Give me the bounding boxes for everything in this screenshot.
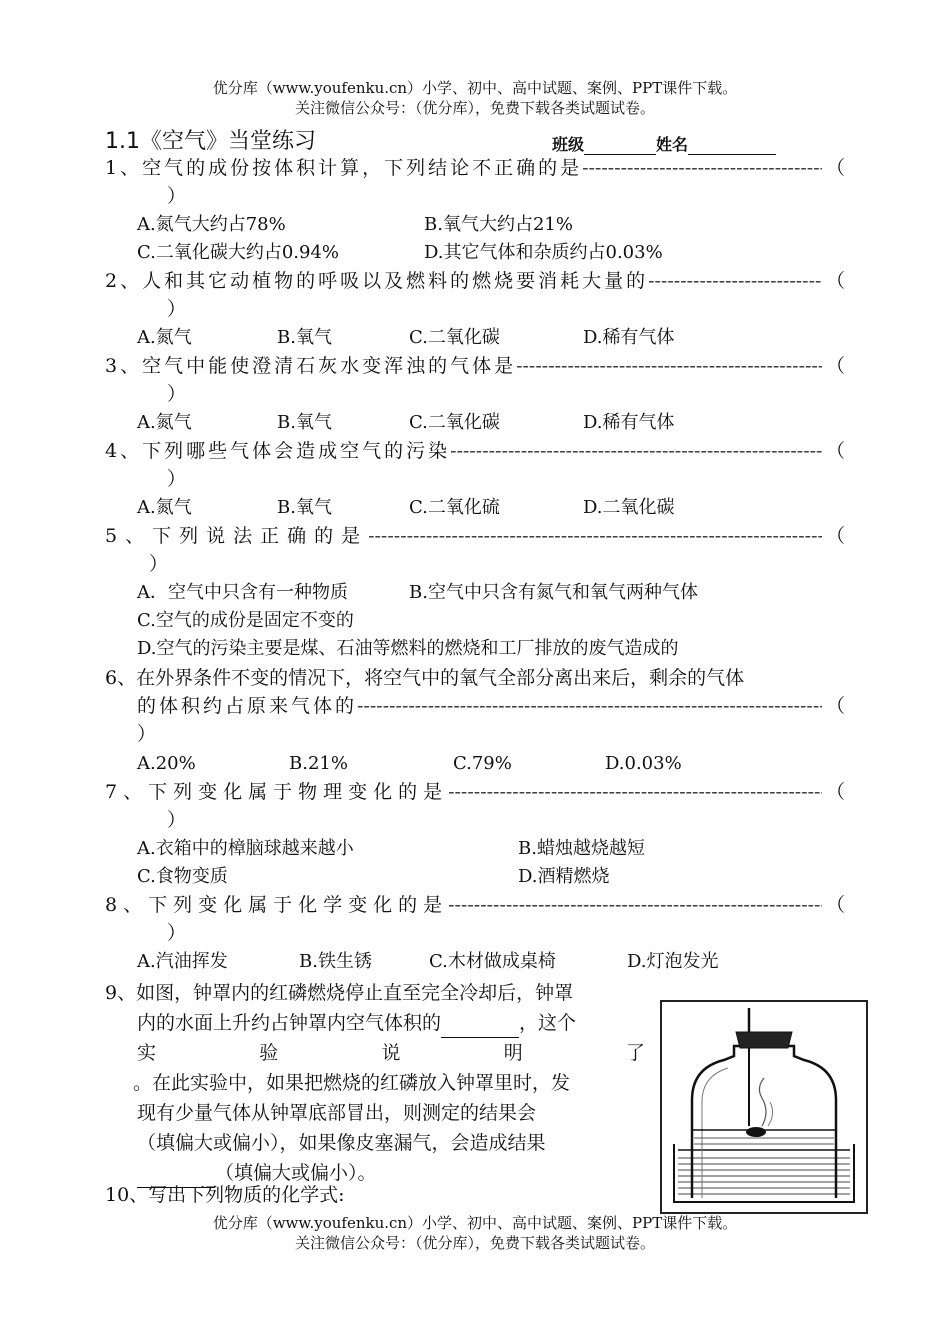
page-title: 1.1《空气》当堂练习 <box>105 129 316 154</box>
answer-paren-close: ） <box>167 298 187 320</box>
q9-line-6: （填偏大或偏小），如果像皮塞漏气，会造成结果 <box>137 1132 546 1154</box>
option[interactable]: C.木材做成桌椅 <box>429 951 556 972</box>
option[interactable]: A.氮气 <box>137 497 192 518</box>
option[interactable]: D.0.03% <box>605 753 682 774</box>
option[interactable]: C.食物变质 <box>137 866 228 887</box>
bell-jar-illustration <box>662 1002 866 1212</box>
option[interactable]: C.空气的成份是固定不变的 <box>137 610 354 631</box>
answer-paren-close: ） <box>167 922 187 944</box>
option[interactable]: C.二氧化碳 <box>409 412 500 433</box>
question-stem: 3、空气中能使澄清石灰水变浑浊的气体是 <box>105 355 517 377</box>
option[interactable]: B.氧气大约占21% <box>424 214 573 235</box>
footer-line-1: 优分库（www.youfenku.cn）小学、初中、高中试题、案例、PPT课件下载。 <box>212 1214 738 1232</box>
q9-line-7: （填偏大或偏小）。 <box>105 1158 645 1188</box>
header-line-2: 关注微信公众号：（优分库），免费下载各类试题试卷。 <box>294 99 655 117</box>
option[interactable]: D.稀有气体 <box>583 327 675 348</box>
name-blank[interactable] <box>688 136 776 155</box>
question-stem: 6、在外界条件不变的情况下，将空气中的氧气全部分离出来后，剩余的气体 <box>105 667 745 689</box>
class-label: 班级 <box>552 135 585 154</box>
q9-line-5: 现有少量气体从钟罩底部冒出，则测定的结果会 <box>137 1102 537 1124</box>
answer-paren-close: ） <box>167 185 187 207</box>
question-stem: 7、下列变化属于物理变化的是 <box>105 781 449 803</box>
option[interactable]: A.氮气 <box>137 327 192 348</box>
question-2: 2、人和其它动植物的呼吸以及燃料的燃烧要消耗大量的 ----- （ ） <box>105 267 845 323</box>
answer-paren-close: ） <box>167 809 187 831</box>
question-5: 5、下列说法正确的是 ----- （ ） <box>105 522 845 578</box>
answer-paren-close: ） <box>167 383 187 405</box>
question-10: 10、写出下列物质的化学式: <box>105 1184 345 1206</box>
option[interactable]: A.氮气 <box>137 412 192 433</box>
option[interactable]: A.氮气大约占78% <box>137 214 286 235</box>
question-stem: 8、下列变化属于化学变化的是 <box>105 894 449 916</box>
question-6: 6、在外界条件不变的情况下，将空气中的氧气全部分离出来后，剩余的气体 的体积约占原来气体的 ----- （ ） <box>105 664 845 748</box>
bell-jar-figure <box>660 1000 868 1214</box>
question-stem-2: 的体积约占原来气体的 <box>137 695 358 717</box>
question-stem: 4、下列哪些气体会造成空气的污染 <box>105 440 451 462</box>
option[interactable]: B.氧气 <box>277 412 332 433</box>
q9-line-1: 9、如图，钟罩内的红磷燃烧停止直至完全冷却后，钟罩 <box>105 982 574 1004</box>
q9-line-2: 内的水面上升约占钟罩内空气体积的 ，这个 <box>105 1008 645 1038</box>
q9-line-3: 实 验 说 明 了 <box>137 1042 645 1064</box>
footer-line-2: 关注微信公众号：（优分库），免费下载各类试题试卷。 <box>294 1234 655 1252</box>
option[interactable]: D.空气的污染主要是煤、石油等燃料的燃烧和工厂排放的废气造成的 <box>137 638 679 659</box>
option[interactable]: C.二氧化碳大约占0.94% <box>137 242 340 263</box>
question-7: 7、下列变化属于物理变化的是 ----- （ ） <box>105 778 845 834</box>
class-blank[interactable] <box>584 136 656 155</box>
question-stem: 1、空气的成份按体积计算，下列结论不正确的是 <box>105 157 583 179</box>
name-label: 姓名 <box>656 135 689 154</box>
option[interactable]: C.二氧化碳 <box>409 327 500 348</box>
option[interactable]: A.20% <box>137 753 196 774</box>
option[interactable]: D.其它气体和杂质约占0.03% <box>424 242 663 263</box>
question-stem: 2、人和其它动植物的呼吸以及燃料的燃烧要消耗大量的 <box>105 270 649 292</box>
option[interactable]: D.稀有气体 <box>583 412 675 433</box>
answer-paren-close: ） <box>137 723 157 745</box>
class-name-fields <box>552 132 776 155</box>
option[interactable]: B.氧气 <box>277 327 332 348</box>
option[interactable]: A．空气中只含有一种物质 <box>137 582 348 603</box>
option[interactable]: B.氧气 <box>277 497 332 518</box>
option[interactable]: C.二氧化硫 <box>409 497 500 518</box>
question-9 <box>105 978 645 1188</box>
q9-line-4: 。在此实验中，如果把燃烧的红磷放入钟罩里时，发 <box>133 1072 571 1094</box>
option[interactable]: B.蜡烛越烧越短 <box>518 838 645 859</box>
question-8: 8、下列变化属于化学变化的是 ----- （ ） <box>105 891 845 947</box>
option[interactable]: A.衣箱中的樟脑球越来越小 <box>137 838 354 859</box>
option[interactable]: B.空气中只含有氮气和氧气两种气体 <box>409 582 698 603</box>
question-3: 3、空气中能使澄清石灰水变浑浊的气体是 ----- （ ） <box>105 352 845 408</box>
option[interactable]: C.79% <box>453 753 512 774</box>
question-stem: 5、下列说法正确的是 <box>105 525 369 547</box>
option[interactable]: D.二氧化碳 <box>583 497 675 518</box>
answer-blank[interactable] <box>441 1017 519 1038</box>
header-line-1: 优分库（www.youfenku.cn）小学、初中、高中试题、案例、PPT课件下载。 <box>212 79 738 97</box>
answer-paren-close: ） <box>167 468 187 490</box>
question-1: 1、空气的成份按体积计算，下列结论不正确的是 ----- （ ） <box>105 154 845 210</box>
option[interactable]: D.灯泡发光 <box>627 951 719 972</box>
option[interactable]: A.汽油挥发 <box>137 951 228 972</box>
option[interactable]: D.酒精燃烧 <box>518 866 610 887</box>
answer-paren-close: ） <box>149 553 169 575</box>
option[interactable]: B.21% <box>289 753 348 774</box>
question-4: 4、下列哪些气体会造成空气的污染 ----- （ ） <box>105 437 845 493</box>
option[interactable]: B.铁生锈 <box>299 951 372 972</box>
